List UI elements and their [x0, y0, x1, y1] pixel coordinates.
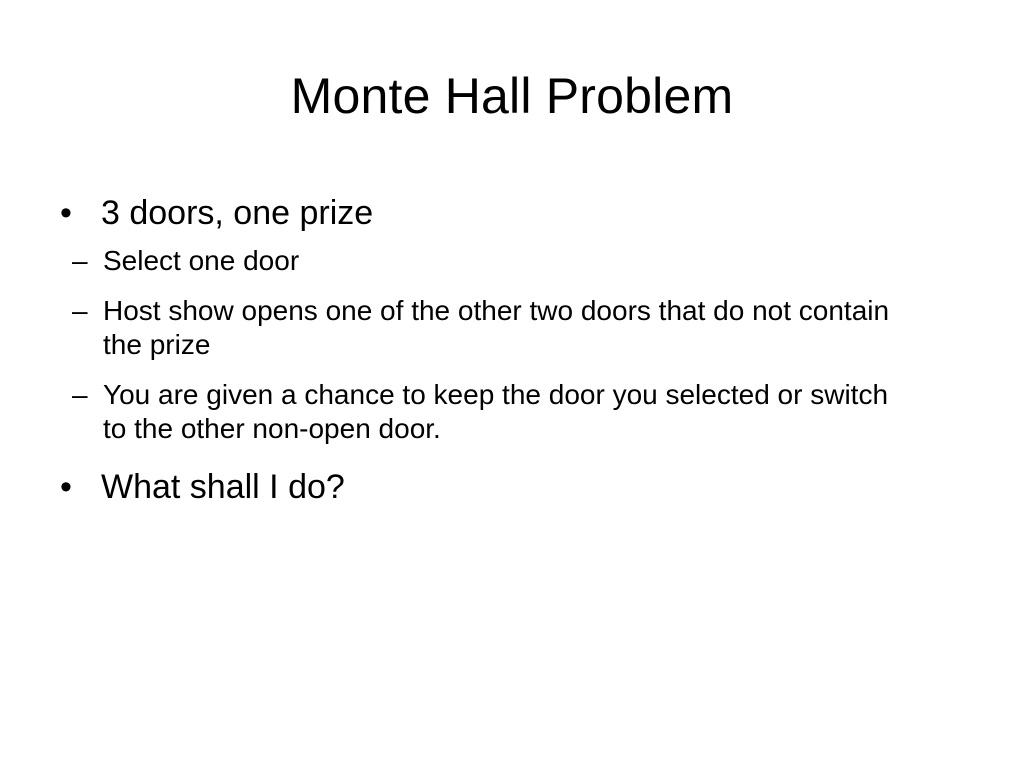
slide-body [58, 188, 978, 512]
sub-bullet-text: Select one door [103, 245, 300, 276]
sub-bullet-group [58, 244, 978, 446]
sub-bullet-item-select [72, 244, 918, 278]
sub-bullet-text: You are given a chance to keep the door you selected or switch to the other non-open door. [103, 379, 889, 444]
dash-icon: – [72, 379, 88, 410]
bullet-list [58, 188, 978, 512]
bullet-item-question [58, 462, 978, 512]
bullet-text: 3 doors, one prize [101, 194, 374, 232]
slide-title: Monte Hall Problem [290, 68, 734, 124]
sub-bullet-item-keep-or-switch [72, 378, 918, 446]
bullet-text: What shall I do? [101, 468, 345, 506]
dash-icon: – [72, 295, 88, 326]
bullet-dot-icon: • [60, 194, 72, 232]
dash-icon: – [72, 245, 88, 276]
sub-bullet-item-host-opens [72, 294, 918, 362]
sub-bullet-list [72, 244, 978, 446]
sub-bullet-text: Host show opens one of the other two doors that do not contain the prize [103, 295, 890, 360]
bullet-item-doors [58, 188, 978, 238]
bullet-dot-icon: • [60, 468, 72, 506]
